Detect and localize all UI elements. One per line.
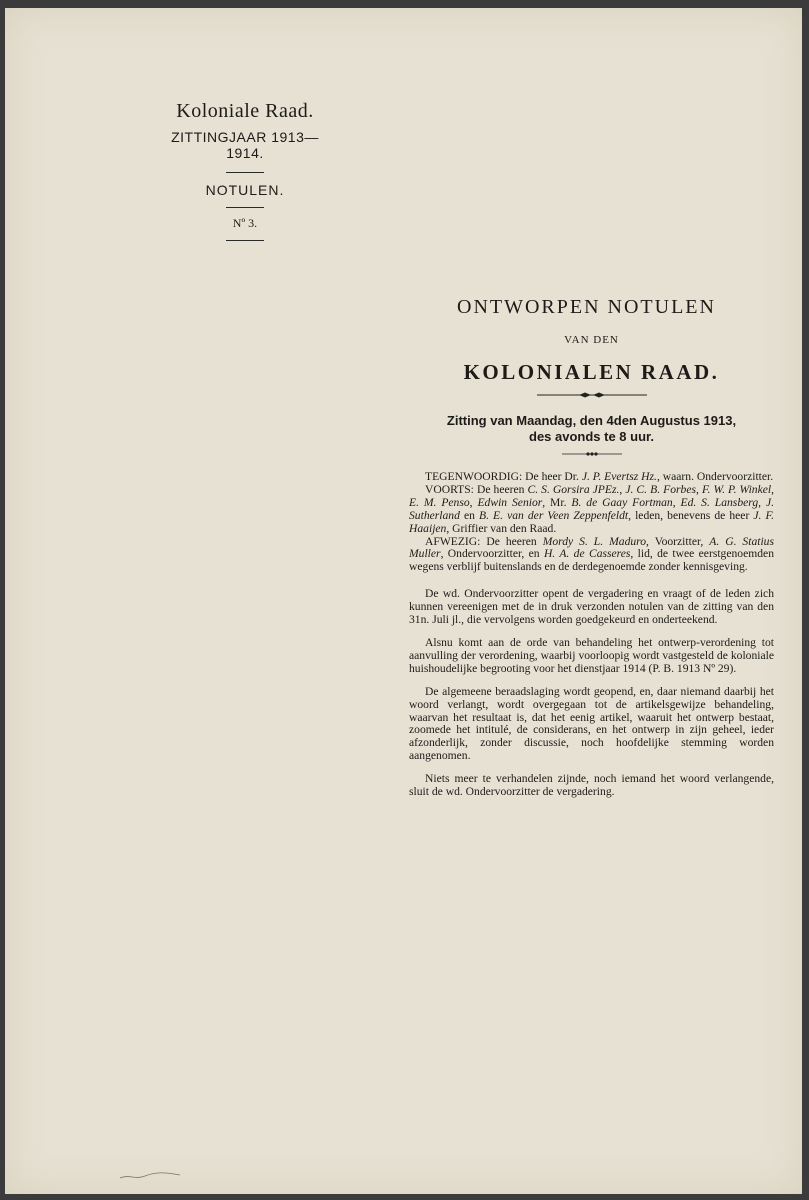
main-title: ONTWORPEN NOTULEN xyxy=(457,296,716,318)
document-number: Nº 3. xyxy=(232,216,258,230)
session-date-line-2: des avonds te 8 uur. xyxy=(529,429,654,444)
minutes-body xyxy=(409,471,774,799)
notulen-label: NOTULEN. xyxy=(205,182,285,198)
divider xyxy=(226,207,264,208)
attendance-absent: AFWEZIG: De heeren Mordy S. L. Maduro, Voorzitter, A. G. Statius Muller, Ondervoorzitter, en H. A. de Casseres, lid, de twee eerstgenoemden wegens verblijf buitenslands en de derdegenoemde zonder kennisgeving. xyxy=(409,534,774,574)
ornament-rule-small xyxy=(562,451,622,457)
divider xyxy=(226,240,264,241)
minutes-column xyxy=(409,296,774,809)
divider xyxy=(226,172,264,173)
paragraph-deliberation: De algemeene beraadslaging wordt geopend, en, daar niemand daarbij het woord verlangt, wordt overgegaan tot de artikelsgewijze behandeling, waarvan het resultaat is, dat het eenig artikel, waaruit het ontwerp bestaat, zoomede het intitulé, de considerans, en het ontwerp in zijn geheel, ieder afzonderlijk, zonder discussie, noch hoofdelijke stemming worden aangenomen. xyxy=(409,684,774,763)
document-header xyxy=(155,100,335,250)
ornament-rule xyxy=(537,391,647,399)
session-year: ZITTINGJAAR 1913—1914. xyxy=(171,129,319,161)
attendance-present: TEGENWOORDIG: De heer Dr. J. P. Evertsz Hz., waarn. Ondervoorzitter. xyxy=(425,470,774,483)
van-den-line: VAN DEN xyxy=(564,334,619,346)
paragraph-closing: Niets meer te verhandelen zijnde, noch iemand het woord verlangende, sluit de wd. Ondervoorzitter de vergadering. xyxy=(409,772,774,799)
session-date xyxy=(409,413,774,445)
ink-mark xyxy=(115,1164,185,1184)
document-page xyxy=(5,8,802,1194)
paragraph-agenda: Alsnu komt aan de orde van behandeling het ontwerp-verordening tot aanvulling der verordening, waarbij voorloopig wordt vastgesteld de koloniale huishoudelijke begrooting voor het dienstjaar 1914 (P. B. 1913 Nº 29). xyxy=(409,635,774,675)
session-date-line-1: Zitting van Maandag, den 4den Augustus 1913, xyxy=(446,413,737,428)
paragraph-opening: De wd. Ondervoorzitter opent de vergadering en vraagt of de leden zich kunnen vereenigen met de in druk verzonden notulen van de zitting van den 31n. Juli jl., die vervolgens worden goedgekeurd en onderteekend. xyxy=(409,587,774,627)
council-name: KOLONIALEN RAAD. xyxy=(463,360,720,384)
attendance-voorts: VOORTS: De heeren C. S. Gorsira JPEz., J. C. B. Forbes, F. W. P. Winkel, E. M. Penso, Edwin Senior, Mr. B. de Gaay Fortman, Ed. S. Lansberg, J. Sutherland en B. E. van der Veen Zeppenfeldt, leden, benevens de heer J. F. Haaijen, Griffier van den Raad. xyxy=(409,482,775,535)
council-title: Koloniale Raad. xyxy=(176,100,314,122)
